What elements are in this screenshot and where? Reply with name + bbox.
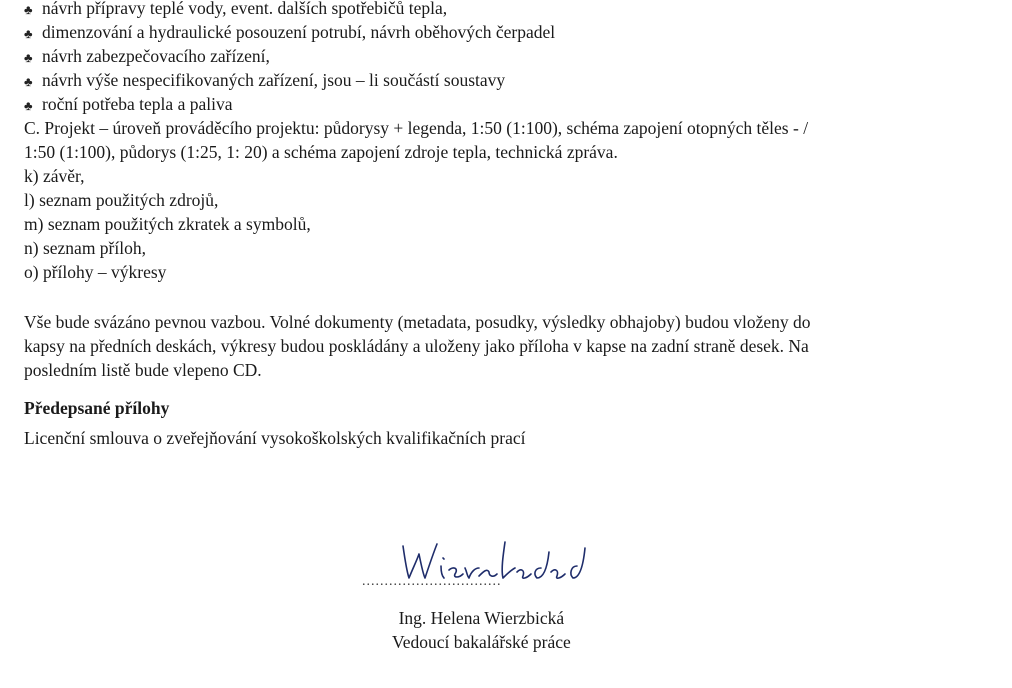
- list-item: [24, 20, 555, 44]
- paragraph-line: kapsy na předních deskách, výkresy budou poskládány a uloženy jako příloha v kapse na zadní straně desek. Na: [24, 336, 809, 356]
- signature-line: ...............................: [362, 574, 502, 589]
- project-line-2: 1:50 (1:100), půdorys (1:25, 1: 20) a schéma zapojení zdroje tepla, technická zpráva.: [24, 142, 618, 162]
- binding-paragraph: [24, 310, 984, 382]
- paragraph-line: Vše bude svázáno pevnou vazbou. Volné dokumenty (metadata, posudky, výsledky obhajoby) budou vloženy do: [24, 312, 811, 332]
- project-line-1: C. Projekt – úroveň prováděcího projektu: půdorysy + legenda, 1:50 (1:100), schéma zapojení otopných těles - /: [24, 118, 809, 138]
- project-section: [24, 116, 984, 164]
- list-item: [24, 92, 555, 116]
- list-item: [24, 44, 555, 68]
- chapter-list: [24, 164, 311, 284]
- list-item: n) seznam příloh,: [24, 238, 146, 258]
- signer-role: Vedoucí bakalářské práce: [392, 632, 571, 652]
- list-item: o) přílohy – výkresy: [24, 262, 167, 282]
- bullet-text: návrh zabezpečovacího zařízení,: [42, 46, 270, 66]
- bullet-text: roční potřeba tepla a paliva: [42, 94, 233, 114]
- bullet-text: návrh přípravy teplé vody, event. dalších spotřebičů tepla,: [42, 0, 448, 18]
- club-icon: ♣: [24, 98, 33, 113]
- list-item: [24, 0, 555, 20]
- bullet-list: [24, 0, 555, 116]
- club-icon: ♣: [24, 74, 33, 89]
- bullet-text: dimenzování a hydraulické posouzení potrubí, návrh oběhových čerpadel: [42, 22, 556, 42]
- signer-name: Ing. Helena Wierzbická: [398, 608, 565, 628]
- club-icon: ♣: [24, 2, 33, 17]
- club-icon: ♣: [24, 50, 33, 65]
- bullet-text: návrh výše nespecifikovaných zařízení, jsou – li součástí soustavy: [42, 70, 506, 90]
- list-item: [24, 68, 555, 92]
- attachments-heading: Předepsané přílohy: [24, 398, 170, 418]
- paragraph-line: posledním listě bude vlepeno CD.: [24, 360, 262, 380]
- club-icon: ♣: [24, 26, 33, 41]
- list-item: k) závěr,: [24, 166, 85, 186]
- list-item: l) seznam použitých zdrojů,: [24, 190, 219, 210]
- list-item: m) seznam použitých zkratek a symbolů,: [24, 214, 311, 234]
- signer-block: [392, 606, 571, 654]
- attachment-item: Licenční smlouva o zveřejňování vysokoškolských kvalifikačních prací: [24, 428, 526, 448]
